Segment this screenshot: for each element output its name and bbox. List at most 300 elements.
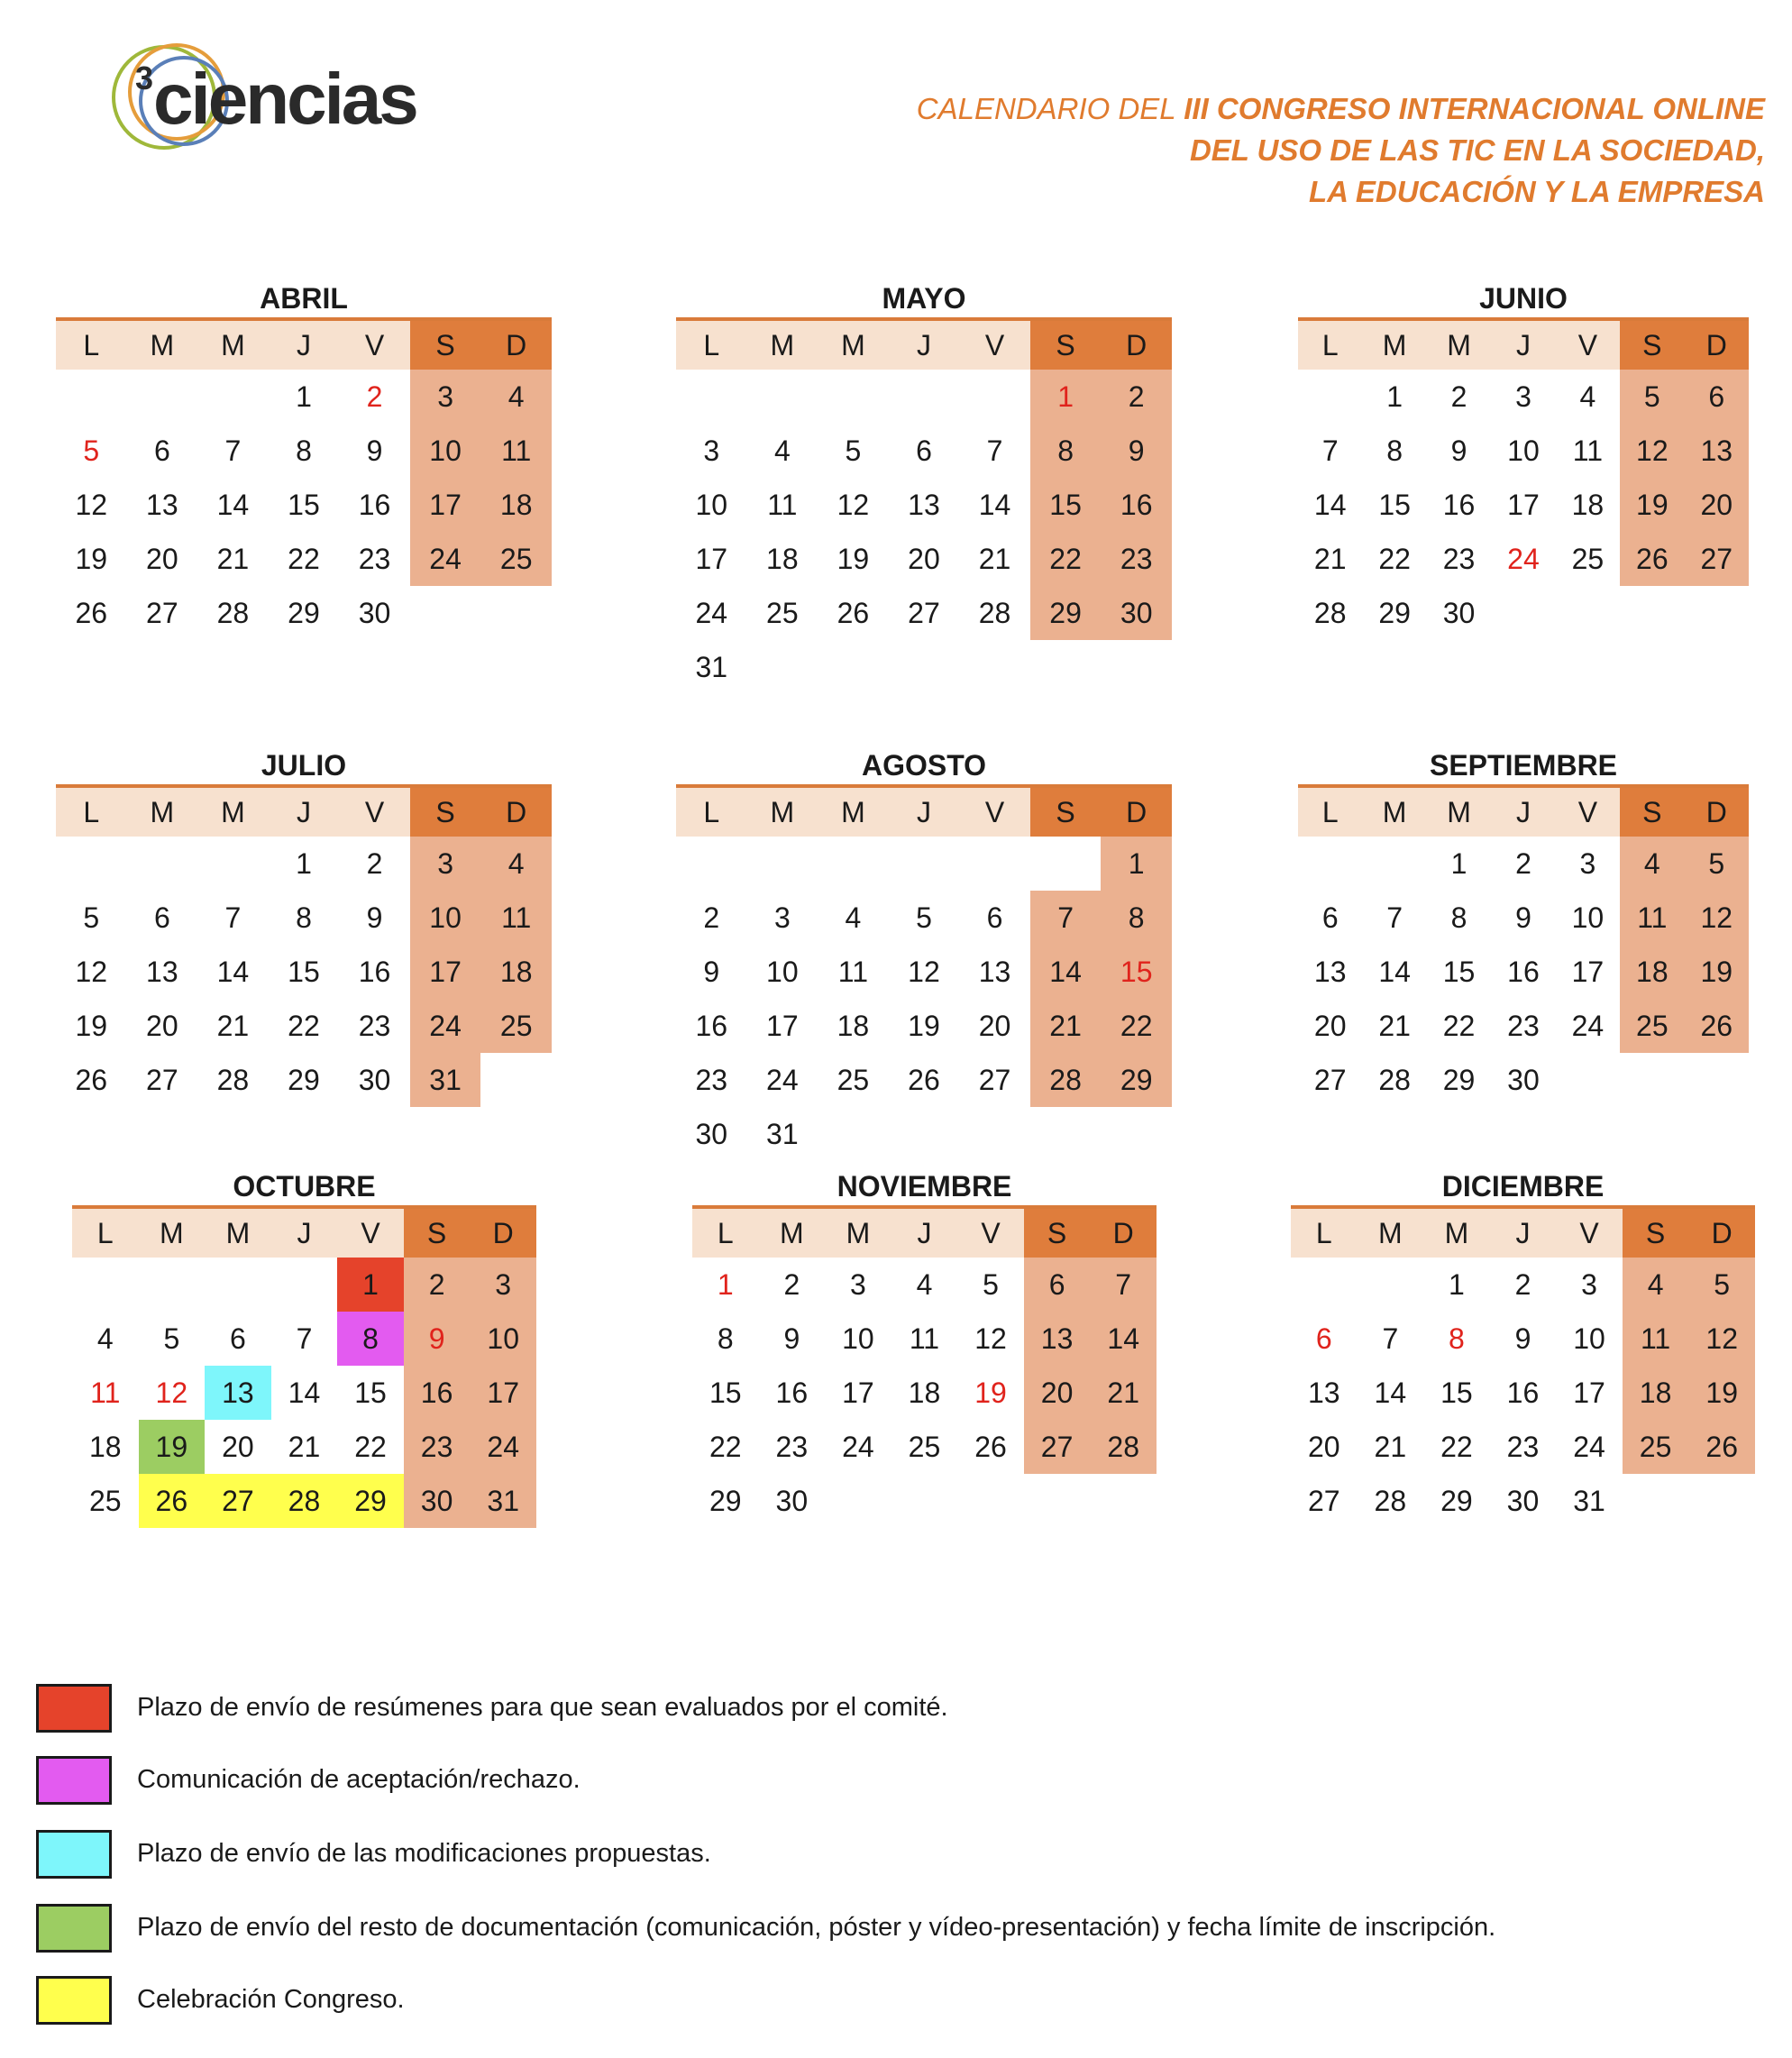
day-cell: 23	[404, 1420, 471, 1474]
day-cell: 19	[1620, 478, 1684, 532]
title-bold: III CONGRESO INTERNACIONAL ONLINE	[1184, 92, 1765, 125]
day-cell: 5	[83, 434, 100, 467]
weekday-header: V	[1556, 786, 1620, 837]
day-cell: 19	[837, 542, 870, 575]
day-cell: 14	[1374, 1376, 1407, 1409]
day-cell: 29	[288, 596, 320, 629]
week-row	[676, 999, 1172, 1053]
day-cell: 9	[1514, 1322, 1531, 1355]
legend-item	[36, 1756, 1749, 1810]
day-cell: 1	[296, 846, 312, 880]
day-cell: 7	[1382, 1322, 1399, 1355]
day-cell: 30	[1442, 596, 1476, 629]
month-name: SEPTIEMBRE	[1429, 749, 1618, 782]
day-cell: 28	[1374, 1484, 1407, 1517]
day-cell: 15	[1442, 955, 1476, 988]
day-cell: 1	[1101, 837, 1172, 891]
week-row	[676, 1053, 1172, 1107]
day-cell: 25	[1571, 542, 1605, 575]
weekday-header: J	[891, 1207, 958, 1258]
day-cell: 17	[842, 1376, 874, 1409]
day-cell: 12	[837, 488, 870, 521]
empty-cell	[1362, 837, 1426, 891]
day-cell: 12	[75, 488, 108, 521]
day-cell: 21	[1313, 542, 1347, 575]
day-cell: 10	[766, 955, 799, 988]
day-cell: 29	[1440, 1484, 1473, 1517]
day-cell: 24	[410, 532, 481, 586]
day-cell: 11	[480, 891, 552, 945]
day-cell: 7	[1030, 891, 1102, 945]
day-cell: 25	[766, 596, 799, 629]
day-cell: 22	[1442, 1009, 1476, 1042]
day-cell: 20	[908, 542, 940, 575]
week-row	[1298, 370, 1749, 424]
day-cell: 22	[1378, 542, 1411, 575]
day-cell: 7	[224, 901, 242, 934]
day-cell: 3	[410, 370, 481, 424]
month-septiembre	[1298, 746, 1749, 1107]
empty-cell	[818, 640, 889, 694]
day-cell: 9	[1450, 434, 1467, 467]
day-cell: 11	[909, 1322, 940, 1355]
empty-cell	[1291, 1258, 1358, 1312]
day-cell: 16	[404, 1366, 471, 1420]
empty-cell	[747, 837, 818, 891]
day-cell: 25	[1620, 999, 1684, 1053]
day-cell: 8	[1030, 424, 1102, 478]
weekday-header: L	[1291, 1207, 1358, 1258]
day-cell: 24	[410, 999, 481, 1053]
day-cell: 14	[1090, 1312, 1157, 1366]
day-cell: 15	[1101, 945, 1172, 999]
month-name: NOVIEMBRE	[837, 1170, 1012, 1203]
day-cell: 20	[1313, 1009, 1347, 1042]
weekday-header: M	[1362, 786, 1426, 837]
week-row	[676, 837, 1172, 891]
legend-swatch	[36, 1756, 112, 1805]
day-cell: 3	[773, 901, 791, 934]
day-cell: 18	[766, 542, 799, 575]
empty-cell	[889, 837, 960, 891]
month-table	[56, 784, 552, 1107]
day-cell: 13	[205, 1366, 271, 1420]
empty-cell	[959, 837, 1030, 891]
weekday-header: D	[470, 1207, 536, 1258]
day-cell: 23	[358, 1009, 391, 1042]
empty-cell	[1620, 586, 1684, 640]
weekday-header: V	[1556, 319, 1620, 370]
day-cell: 9	[366, 434, 383, 467]
week-row	[692, 1420, 1157, 1474]
weekday-header: M	[1423, 1207, 1490, 1258]
weekday-header: L	[1298, 786, 1362, 837]
weekday-header: M	[205, 1207, 271, 1258]
day-cell: 27	[978, 1063, 1011, 1096]
day-cell: 9	[1515, 901, 1531, 934]
week-row	[676, 370, 1172, 424]
week-row	[72, 1366, 536, 1420]
day-cell: 13	[1307, 1376, 1340, 1409]
day-cell: 11	[1623, 1312, 1689, 1366]
day-cell: 22	[709, 1430, 742, 1463]
day-cell: 13	[978, 955, 1011, 988]
weekday-header: L	[72, 1207, 139, 1258]
weekday-header: M	[747, 786, 818, 837]
day-cell: 1	[717, 1267, 734, 1301]
day-cell: 13	[908, 488, 940, 521]
day-cell: 2	[366, 380, 383, 413]
day-cell: 12	[155, 1376, 188, 1409]
day-cell: 13	[146, 488, 178, 521]
day-cell: 27	[146, 1063, 178, 1096]
month-julio	[56, 746, 552, 1107]
day-cell: 1	[1030, 370, 1102, 424]
day-cell: 28	[1030, 1053, 1102, 1107]
month-octubre	[72, 1167, 536, 1528]
day-cell: 2	[366, 846, 383, 880]
day-cell: 25	[88, 1484, 122, 1517]
day-cell: 26	[908, 1063, 940, 1096]
day-cell: 25	[480, 532, 552, 586]
day-cell: 3	[410, 837, 481, 891]
month-name: ABRIL	[260, 282, 348, 315]
day-cell: 14	[1378, 955, 1411, 988]
day-cell: 5	[163, 1322, 180, 1355]
empty-cell	[1556, 586, 1620, 640]
day-cell: 6	[1321, 901, 1339, 934]
day-cell: 11	[767, 488, 798, 521]
day-cell: 6	[153, 901, 170, 934]
day-cell: 26	[75, 596, 108, 629]
day-cell: 28	[978, 596, 1011, 629]
empty-cell	[480, 586, 552, 640]
legend-swatch	[36, 1830, 112, 1879]
day-cell: 13	[1313, 955, 1347, 988]
weekday-header: D	[1090, 1207, 1157, 1258]
empty-cell	[271, 1258, 338, 1312]
empty-cell	[1030, 640, 1102, 694]
month-name: AGOSTO	[861, 749, 987, 782]
month-table	[72, 1205, 536, 1528]
day-cell: 7	[224, 434, 242, 467]
month-name: DICIEMBRE	[1441, 1170, 1605, 1203]
legend-label: Comunicación de aceptación/rechazo.	[137, 1765, 581, 1794]
week-row	[676, 1107, 1172, 1161]
weekday-header: L	[56, 319, 127, 370]
weekday-header: D	[480, 319, 552, 370]
day-cell: 30	[1101, 586, 1172, 640]
day-cell: 9	[366, 901, 383, 934]
day-cell: 6	[1315, 1322, 1332, 1355]
day-cell: 23	[1101, 532, 1172, 586]
day-cell: 14	[288, 1376, 321, 1409]
day-cell: 21	[288, 1430, 321, 1463]
day-cell: 17	[695, 542, 728, 575]
day-cell: 24	[842, 1430, 874, 1463]
day-cell: 9	[703, 955, 720, 988]
empty-cell	[197, 837, 269, 891]
day-cell: 3	[1515, 380, 1531, 413]
day-cell: 15	[1030, 478, 1102, 532]
weekday-header: S	[1024, 1207, 1091, 1258]
day-cell: 27	[146, 596, 178, 629]
day-cell: 21	[1090, 1366, 1157, 1420]
day-cell: 16	[775, 1376, 809, 1409]
day-cell: 6	[230, 1322, 246, 1355]
day-cell: 5	[916, 901, 932, 934]
day-cell: 4	[1620, 837, 1684, 891]
day-cell: 10	[1507, 434, 1540, 467]
month-abril	[56, 279, 552, 640]
weekday-header: V	[339, 319, 410, 370]
day-cell: 21	[216, 542, 250, 575]
weekday-header: M	[825, 1207, 891, 1258]
empty-cell	[818, 370, 889, 424]
day-cell: 20	[1685, 478, 1749, 532]
week-row	[692, 1474, 1157, 1528]
day-cell: 1	[296, 380, 312, 413]
weekday-header: L	[692, 1207, 759, 1258]
legend-label: Celebración Congreso.	[137, 1985, 405, 2014]
month-mayo	[676, 279, 1172, 694]
day-cell: 23	[358, 542, 391, 575]
week-row	[676, 586, 1172, 640]
legend-item	[36, 1830, 1749, 1884]
day-cell: 22	[288, 1009, 320, 1042]
empty-cell	[959, 370, 1030, 424]
month-diciembre	[1291, 1167, 1755, 1528]
day-cell: 7	[986, 434, 1003, 467]
weekday-header: D	[1685, 319, 1749, 370]
day-cell: 30	[775, 1484, 809, 1517]
day-cell: 16	[1507, 955, 1540, 988]
weekday-header: J	[889, 319, 960, 370]
week-row	[676, 424, 1172, 478]
day-cell: 30	[695, 1117, 728, 1150]
day-cell: 30	[1507, 1063, 1540, 1096]
week-row	[1298, 478, 1749, 532]
week-row	[56, 1053, 552, 1107]
day-cell: 20	[978, 1009, 1011, 1042]
day-cell: 4	[916, 1267, 933, 1301]
day-cell: 31	[410, 1053, 481, 1107]
weekday-header: S	[1030, 786, 1102, 837]
day-cell: 29	[1442, 1063, 1476, 1096]
day-cell: 1	[1449, 1267, 1465, 1301]
day-cell: 10	[842, 1322, 874, 1355]
week-row	[1298, 999, 1749, 1053]
day-cell: 25	[1623, 1420, 1689, 1474]
empty-cell	[480, 1053, 552, 1107]
day-cell: 11	[1572, 434, 1603, 467]
week-row	[1298, 532, 1749, 586]
day-cell: 3	[470, 1258, 536, 1312]
weekday-header: M	[818, 319, 889, 370]
day-cell: 27	[205, 1474, 271, 1528]
legend-label: Plazo de envío de resúmenes para que sean evaluados por el comité.	[137, 1693, 948, 1722]
day-cell: 31	[695, 650, 728, 683]
week-row	[692, 1366, 1157, 1420]
weekday-header: M	[127, 786, 198, 837]
legend-item	[36, 1976, 1749, 2030]
day-cell: 2	[404, 1258, 471, 1312]
legend-item	[36, 1904, 1749, 1958]
day-cell: 12	[974, 1322, 1007, 1355]
weekday-header: S	[1623, 1207, 1689, 1258]
day-cell: 4	[1623, 1258, 1689, 1312]
month-table	[56, 317, 552, 640]
legend-swatch	[36, 1684, 112, 1733]
day-cell: 12	[75, 955, 108, 988]
day-cell: 31	[470, 1474, 536, 1528]
weekday-header: M	[818, 786, 889, 837]
day-cell: 4	[480, 837, 552, 891]
day-cell: 14	[1030, 945, 1102, 999]
empty-cell	[1298, 370, 1362, 424]
day-cell: 18	[908, 1376, 941, 1409]
day-cell: 4	[845, 901, 862, 934]
empty-cell	[72, 1258, 139, 1312]
day-cell: 16	[695, 1009, 728, 1042]
day-cell: 22	[1440, 1430, 1473, 1463]
day-cell: 25	[908, 1430, 941, 1463]
day-cell: 18	[88, 1430, 122, 1463]
day-cell: 19	[75, 542, 108, 575]
empty-cell	[1685, 586, 1749, 640]
day-cell: 10	[410, 424, 481, 478]
day-cell: 30	[1506, 1484, 1540, 1517]
week-row	[56, 999, 552, 1053]
day-cell: 21	[978, 542, 1011, 575]
day-cell: 10	[1573, 1322, 1605, 1355]
week-row	[56, 891, 552, 945]
day-cell: 5	[1620, 370, 1684, 424]
weekday-header: D	[1685, 786, 1749, 837]
day-cell: 29	[1101, 1053, 1172, 1107]
day-cell: 26	[75, 1063, 108, 1096]
day-cell: 27	[908, 596, 940, 629]
weekday-header: J	[271, 1207, 338, 1258]
day-cell: 11	[480, 424, 552, 478]
week-row	[1291, 1366, 1755, 1420]
day-cell: 23	[1442, 542, 1476, 575]
empty-cell	[139, 1258, 206, 1312]
week-row	[1291, 1258, 1755, 1312]
weekday-header: V	[957, 1207, 1024, 1258]
week-row	[56, 837, 552, 891]
weekday-header: V	[959, 786, 1030, 837]
day-cell: 29	[1030, 586, 1102, 640]
empty-cell	[1090, 1474, 1157, 1528]
day-cell: 7	[1321, 434, 1339, 467]
day-cell: 8	[717, 1322, 734, 1355]
weekday-header: D	[1101, 786, 1172, 837]
weekday-header: L	[1298, 319, 1362, 370]
day-cell: 31	[1573, 1484, 1605, 1517]
month-name: JUNIO	[1479, 282, 1568, 315]
month-table	[1298, 784, 1749, 1107]
day-cell: 1	[1450, 846, 1467, 880]
legend-item	[36, 1684, 1749, 1738]
day-cell: 24	[1571, 1009, 1605, 1042]
empty-cell	[1101, 640, 1172, 694]
day-cell: 10	[410, 891, 481, 945]
day-cell: 14	[216, 955, 250, 988]
empty-cell	[1024, 1474, 1091, 1528]
weekday-header: M	[1358, 1207, 1424, 1258]
week-row	[1291, 1420, 1755, 1474]
day-cell: 27	[1024, 1420, 1091, 1474]
day-cell: 5	[845, 434, 862, 467]
day-cell: 23	[1507, 1009, 1540, 1042]
month-noviembre	[692, 1167, 1157, 1528]
week-row	[676, 478, 1172, 532]
day-cell: 20	[146, 1009, 178, 1042]
page-title	[864, 88, 1765, 213]
empty-cell	[818, 837, 889, 891]
week-row	[56, 370, 552, 424]
day-cell: 28	[1313, 596, 1347, 629]
day-cell: 27	[1685, 532, 1749, 586]
weekday-header: J	[1491, 786, 1555, 837]
day-cell: 17	[410, 478, 481, 532]
day-cell: 22	[1030, 532, 1102, 586]
day-cell: 18	[1571, 488, 1605, 521]
week-row	[56, 478, 552, 532]
weekday-header: L	[56, 786, 127, 837]
day-cell: 22	[1101, 999, 1172, 1053]
empty-cell	[1620, 1053, 1684, 1107]
weekday-header: J	[1491, 319, 1555, 370]
empty-cell	[1491, 586, 1555, 640]
empty-cell	[197, 370, 269, 424]
day-cell: 28	[1378, 1063, 1411, 1096]
day-cell: 4	[773, 434, 791, 467]
empty-cell	[825, 1474, 891, 1528]
week-row	[692, 1312, 1157, 1366]
day-cell: 15	[354, 1376, 387, 1409]
empty-cell	[889, 1107, 960, 1161]
day-cell: 2	[1514, 1267, 1531, 1301]
day-cell: 26	[974, 1430, 1007, 1463]
day-cell: 28	[1090, 1420, 1157, 1474]
week-row	[692, 1258, 1157, 1312]
month-table	[692, 1205, 1157, 1528]
weekday-header: M	[197, 786, 269, 837]
day-cell: 14	[216, 488, 250, 521]
week-row	[72, 1474, 536, 1528]
logo-superscript: 3	[135, 59, 154, 96]
day-cell: 8	[1101, 891, 1172, 945]
day-cell: 18	[837, 1009, 870, 1042]
day-cell: 27	[1307, 1484, 1340, 1517]
empty-cell	[1623, 1474, 1689, 1528]
day-cell: 27	[1313, 1063, 1347, 1096]
week-row	[56, 586, 552, 640]
day-cell: 15	[288, 955, 320, 988]
day-cell: 8	[296, 434, 312, 467]
weekday-header: J	[1490, 1207, 1557, 1258]
weekday-header: D	[1101, 319, 1172, 370]
day-cell: 10	[470, 1312, 536, 1366]
month-table	[1298, 317, 1749, 640]
day-cell: 3	[1581, 1267, 1597, 1301]
week-row	[72, 1258, 536, 1312]
empty-cell	[889, 370, 960, 424]
week-row	[1298, 586, 1749, 640]
empty-cell	[889, 640, 960, 694]
